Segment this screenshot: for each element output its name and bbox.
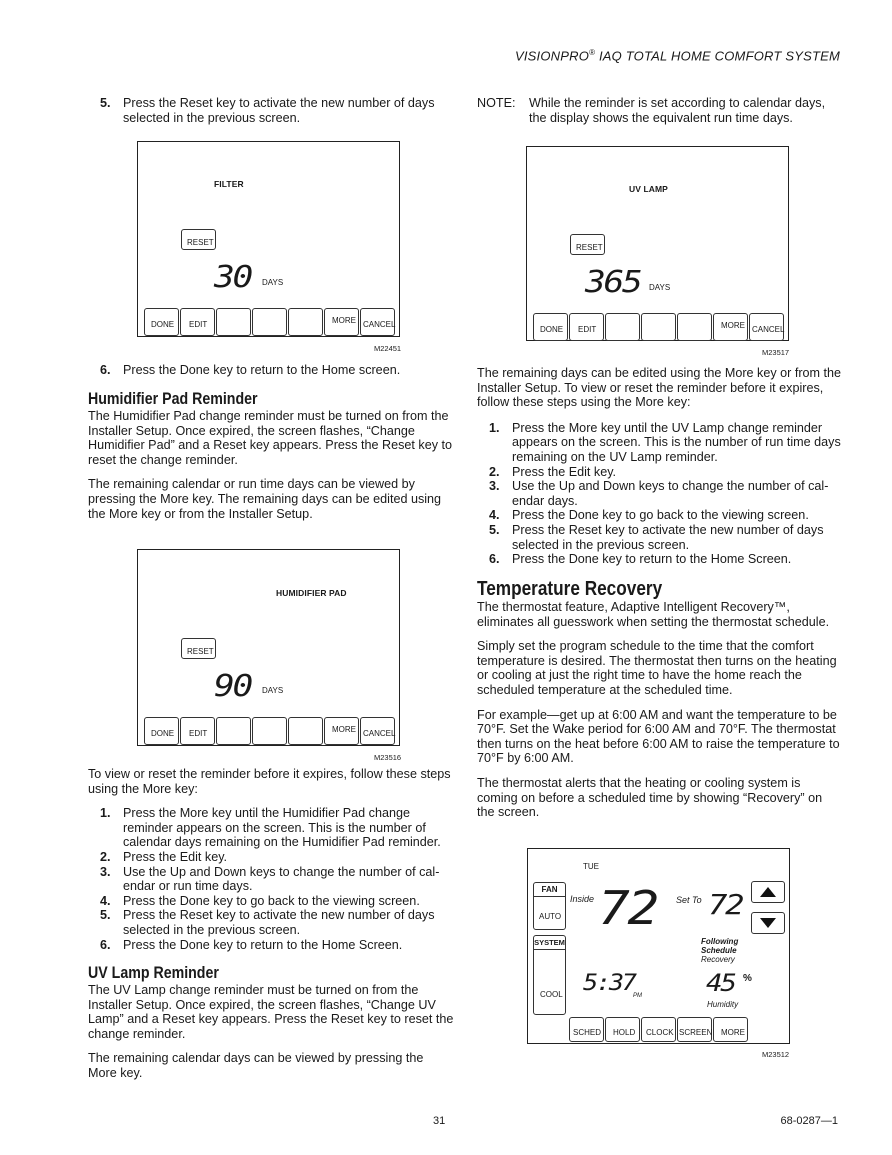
reset-button[interactable]: RESET <box>570 234 605 255</box>
screen-title: FILTER <box>214 179 244 189</box>
blank-button[interactable] <box>252 308 287 336</box>
screen-title: UV LAMP <box>629 184 668 194</box>
ampm-label: PM <box>633 993 642 999</box>
cancel-button[interactable]: CANCEL <box>360 717 395 745</box>
filter-screen <box>137 141 400 337</box>
arrow-up-icon <box>760 887 776 897</box>
days-value: 365 <box>585 265 641 300</box>
screen-title: HUMIDIFIER PAD <box>276 588 347 598</box>
blank-button[interactable] <box>677 313 712 341</box>
list-item: 4. Press the Done key to go back to the viewing screen. <box>489 508 809 523</box>
blank-button[interactable] <box>252 717 287 745</box>
paragraph: The Humidifier Pad change reminder must be turned on from the Installer Setup. Once expired, the screen flashes, “Change Humidifier Pad” and a Reset key appears. Press the Reset key to reset the change reminder. <box>88 409 452 467</box>
figure-code: M23517 <box>762 348 790 357</box>
paragraph: The remaining calendar days can be viewed by pressing the More key. <box>88 1051 424 1080</box>
paragraph: For example—get up at 6:00 AM and want the temperature to be 70°F. Set the Wake period for 6:00 AM and 70°F. The thermostat then turns on the heat before 6:00 AM to raise the temperature to 70°F by 6:00 AM. <box>477 707 840 766</box>
done-button[interactable]: DONE <box>144 717 179 745</box>
more-button[interactable]: MORE <box>324 717 359 745</box>
running-header: VISIONPRO® IAQ TOTAL HOME COMFORT SYSTEM <box>515 48 840 64</box>
inside-temp: 72 <box>598 881 658 935</box>
figure-code: M22451 <box>374 344 402 353</box>
edit-button[interactable]: EDIT <box>180 717 215 745</box>
paragraph: Simply set the program schedule to the time that the comfort temperature is desired. The thermostat then turns on the heating or cooling at just the right time to have the home reach the scheduled temperature at the scheduled time. <box>477 639 837 697</box>
list-item: 6. Press the Done key to return to the Home Screen. <box>100 937 403 952</box>
left-step-6: 6. Press the Done key to return to the Home screen. <box>100 363 401 377</box>
uv-section <box>88 964 454 1081</box>
blank-button[interactable] <box>216 717 251 745</box>
sched-button[interactable]: SCHED <box>569 1017 604 1042</box>
clock-time: 5:37 <box>583 971 635 996</box>
screen-button[interactable]: SCREEN <box>677 1017 712 1042</box>
reset-button[interactable]: RESET <box>181 229 216 250</box>
list-item: 1. Press the More key until the Humidifier Pad change reminder appears on the screen. This is the number of calendar days remaining on the Humidifier Pad reminder. <box>100 806 441 850</box>
done-button[interactable]: DONE <box>144 308 179 336</box>
inside-label: Inside <box>570 894 595 904</box>
fan-button[interactable]: FAN AUTO <box>533 882 566 930</box>
hold-button[interactable]: HOLD <box>605 1017 640 1042</box>
up-button[interactable] <box>751 881 785 903</box>
list-item: 5. Press the Reset key to activate the new number of days selected in the previous screen. <box>489 522 824 552</box>
edit-button[interactable]: EDIT <box>180 308 215 336</box>
home-screen <box>527 848 790 1044</box>
list-item: 6. Press the Done key to return to the Home Screen. <box>489 552 792 567</box>
humidifier-steps <box>88 767 454 952</box>
edit-button[interactable]: EDIT <box>569 313 604 341</box>
section-heading: Temperature Recovery <box>477 578 663 600</box>
page-number: 31 <box>433 1115 446 1127</box>
cancel-button[interactable]: CANCEL <box>360 308 395 336</box>
figure-code: M23512 <box>762 1050 790 1059</box>
days-unit: DAYS <box>262 278 284 287</box>
left-step-5: 5. Press the Reset key to activate the new number of days selected in the previous screen. <box>100 96 435 125</box>
list-item: 5. Press the Reset key to activate the new number of days selected in the previous screen. <box>100 908 435 937</box>
humidity-label: Humidity <box>707 1000 739 1009</box>
blank-button[interactable] <box>605 313 640 341</box>
blank-button[interactable] <box>288 308 323 336</box>
cancel-button[interactable]: CANCEL <box>749 313 784 341</box>
days-value: 90 <box>214 669 251 704</box>
down-button[interactable] <box>751 912 785 934</box>
more-button[interactable]: MORE <box>713 313 748 341</box>
figure-code: M23516 <box>374 753 402 762</box>
humidifier-section <box>88 390 454 521</box>
paragraph: The thermostat feature, Adaptive Intelligent Recovery™, eliminates all guesswork when setting the thermostat schedule. <box>477 600 830 629</box>
note: NOTE: While the reminder is set according to calendar days, the display shows the equivalent run time days. <box>477 96 826 125</box>
system-button[interactable]: SYSTEM COOL <box>533 935 566 1015</box>
section-heading: UV Lamp Reminder <box>88 964 219 982</box>
arrow-down-icon <box>760 918 776 928</box>
uv-steps <box>477 366 841 567</box>
list-item: 4. Press the Done key to go back to the viewing screen. <box>100 893 420 908</box>
more-button[interactable]: MORE <box>713 1017 748 1042</box>
done-button[interactable]: DONE <box>533 313 568 341</box>
paragraph: The thermostat alerts that the heating or cooling system is coming on before a scheduled time by showing “Recovery” on the screen. <box>477 775 823 820</box>
blank-button[interactable] <box>641 313 676 341</box>
document-number: 68-0287—1 <box>780 1115 838 1127</box>
clock-button[interactable]: CLOCK <box>641 1017 676 1042</box>
paragraph: To view or reset the reminder before it expires, follow these steps using the More key: <box>88 767 451 796</box>
more-button[interactable]: MORE <box>324 308 359 336</box>
paragraph: The remaining calendar or run time days can be viewed by pressing the More key. The remaining days can be edited using the More key or from the Installer Setup. <box>88 477 442 521</box>
reset-button[interactable]: RESET <box>181 638 216 659</box>
recovery-section <box>477 578 841 820</box>
schedule-status: Following Schedule Recovery <box>701 937 739 964</box>
day-label: TUE <box>583 862 599 871</box>
uvlamp-screen <box>526 146 789 341</box>
humidifier-screen <box>137 549 400 746</box>
days-unit: DAYS <box>262 686 284 695</box>
section-heading: Humidifier Pad Reminder <box>88 390 258 408</box>
days-value: 30 <box>214 260 251 295</box>
setto-temp: 72 <box>708 888 743 921</box>
list-item: 1. Press the More key until the UV Lamp change reminder appears on the screen. This is the number of run time days remaining on the UV Lamp reminder. <box>489 420 841 464</box>
list-item: 2. Press the Edit key. <box>489 464 617 479</box>
blank-button[interactable] <box>216 308 251 336</box>
list-item: 3. Use the Up and Down keys to change the number of cal-endar days. <box>489 479 829 508</box>
days-unit: DAYS <box>649 283 671 292</box>
paragraph: The UV Lamp change reminder must be turned on from the Installer Setup. Once expired, the screen flashes, “Change UV Lamp” and a Reset key appears. Press the Reset key to reset the change reminder. <box>88 983 454 1041</box>
humidity-percent: % <box>743 973 752 984</box>
paragraph: The remaining days can be edited using the More key or from the Installer Setup. To view or reset the reminder before it expires, follow these steps using the More key: <box>477 366 842 410</box>
setto-label: Set To <box>676 895 702 905</box>
list-item: 3. Use the Up and Down keys to change the number of cal-endar or run time days. <box>100 864 440 894</box>
humidity-value: 45 <box>706 969 735 997</box>
list-item: 2. Press the Edit key. <box>100 849 228 864</box>
blank-button[interactable] <box>288 717 323 745</box>
